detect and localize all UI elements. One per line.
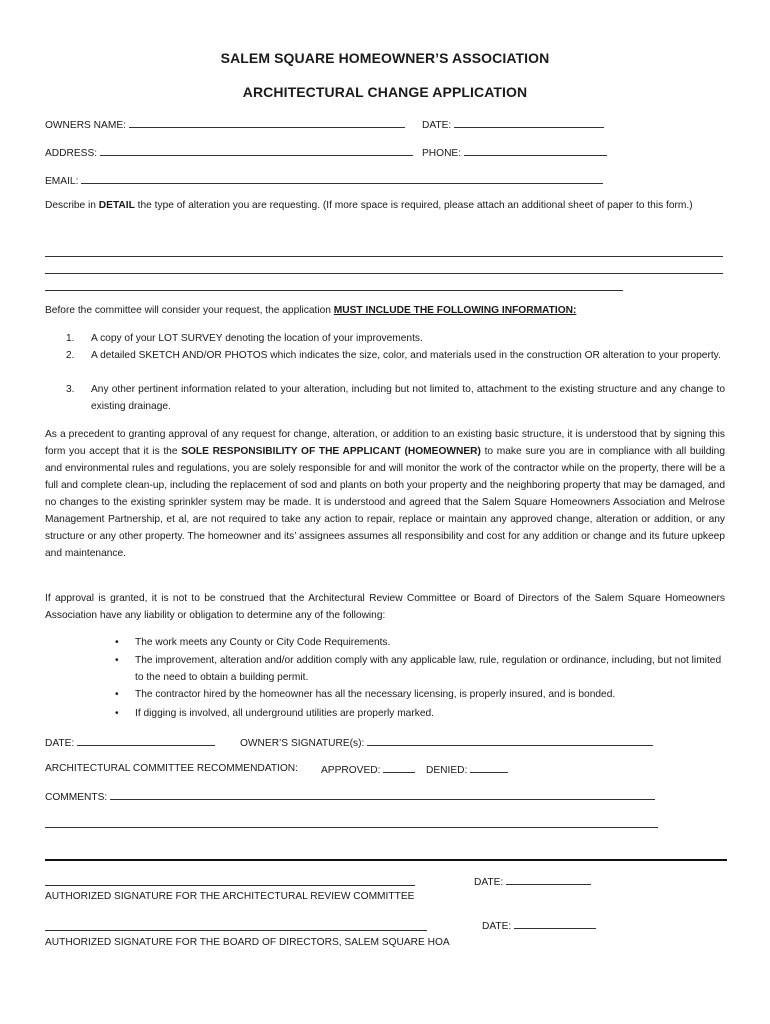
signature-date-field[interactable] xyxy=(77,735,215,746)
board-date-row xyxy=(482,918,596,933)
committee-recommendation-row xyxy=(45,762,298,775)
denied-label: DENIED: xyxy=(426,765,468,776)
owner-signature-label: OWNER’S SIGNATURE(s): xyxy=(240,738,365,749)
bullet-icon: • xyxy=(115,708,119,719)
email-row xyxy=(45,173,603,188)
board-signature-line[interactable] xyxy=(45,930,427,931)
bullet-icon: • xyxy=(115,689,119,700)
arc-date-field[interactable] xyxy=(506,874,591,885)
signature-date-row xyxy=(45,735,215,750)
bullet-text: The contractor hired by the homeowner has all the necessary licensing, is properly insured, and is bonded. xyxy=(135,689,616,700)
requirements-intro-text: Before the committee will consider your request, the application xyxy=(45,305,334,316)
precedent-paragraph xyxy=(45,426,725,562)
comments-label: COMMENTS: xyxy=(45,792,108,803)
owners-name-label: OWNERS NAME: xyxy=(45,120,126,131)
date-label: DATE: xyxy=(422,120,452,131)
date-field[interactable] xyxy=(454,117,604,128)
approved-field[interactable] xyxy=(383,762,415,773)
requirement-text: A detailed SKETCH AND/OR PHOTOS which indicates the size, color, and materials used in the construction OR alteration to your property. xyxy=(91,350,721,361)
email-label: EMAIL: xyxy=(45,176,79,187)
comments-line-2[interactable] xyxy=(45,827,658,828)
describe-bold: DETAIL xyxy=(98,200,135,211)
owner-signature-field[interactable] xyxy=(367,735,653,746)
requirements-intro xyxy=(45,302,725,319)
bullet-text: If digging is involved, all underground utilities are properly marked. xyxy=(135,708,434,719)
describe-suffix: the type of alteration you are requesting. (If more space is required, please attach an additional sheet of paper to this form.) xyxy=(134,200,693,211)
address-field[interactable] xyxy=(100,145,413,156)
address-label: ADDRESS: xyxy=(45,148,98,159)
describe-instructions xyxy=(45,197,725,214)
signature-date-label: DATE: xyxy=(45,738,75,749)
bullet-text: The improvement, alteration and/or addition comply with any applicable law, rule, regulation or ordinance, including, but not limited to the need to obtain a building permit. xyxy=(135,655,722,683)
phone-row xyxy=(422,145,607,160)
denied-field[interactable] xyxy=(470,762,508,773)
arc-signature-label: AUTHORIZED SIGNATURE FOR THE ARCHITECTURAL REVIEW COMMITTEE xyxy=(45,891,415,902)
owners-name-row xyxy=(45,117,405,132)
requirement-text: A copy of your LOT SURVEY denoting the location of your improvements. xyxy=(91,333,423,344)
describe-prefix: Describe in xyxy=(45,200,99,211)
arc-date-label: DATE: xyxy=(474,877,504,888)
phone-field[interactable] xyxy=(464,145,607,156)
requirements-intro-bold: MUST INCLUDE THE FOLLOWING INFORMATION: xyxy=(333,305,577,316)
requirement-number: 2. xyxy=(66,350,75,361)
description-line-2[interactable] xyxy=(45,273,723,274)
board-date-label: DATE: xyxy=(482,921,512,932)
email-field[interactable] xyxy=(81,173,603,184)
section-divider xyxy=(45,859,727,861)
approval-paragraph: If approval is granted, it is not to be construed that the Architectural Review Committee or Board of Directors of the Salem Square Homeowners Association have any liability or obligation to determine any of the following: xyxy=(45,593,725,621)
precedent-text-2: to make sure you are in compliance with all building and environmental rules and regulations, you are solely responsible for and will monitor the work of the contractor while on the property, there will be a full and complete clean-up, including the replacement of sod and plants on both your property and the neighboring property that may be damaged, and no changes to the existing sprinkler system may be made. It is understood and agreed that the Salem Square Homeowners Association and Melrose Management Partnership, et al, are not required to take any action to repair, replace or maintain any approved change, alteration or addition, or any structure or any other property. The homeowner and its’ assignees assumes all responsibility and cost for any addition or change and its future upkeep and maintenance. xyxy=(45,446,726,559)
denied-row xyxy=(426,762,508,777)
bullet-icon: • xyxy=(115,655,119,666)
arc-date-row xyxy=(474,874,591,889)
phone-label: PHONE: xyxy=(422,148,462,159)
requirement-number: 1. xyxy=(66,333,75,344)
requirement-text: Any other pertinent information related to your alteration, including but not limited to, attachment to the existing structure and any change to existing drainage. xyxy=(91,384,725,412)
board-date-field[interactable] xyxy=(514,918,596,929)
comments-field[interactable] xyxy=(110,789,655,800)
description-line-1[interactable] xyxy=(45,256,723,257)
org-title: SALEM SQUARE HOMEOWNER’S ASSOCIATION xyxy=(220,50,550,66)
precedent-bold: SOLE RESPONSIBILITY OF THE APPLICANT (HOMEOWNER) xyxy=(181,446,481,457)
owner-signature-row xyxy=(240,735,653,750)
approved-label: APPROVED: xyxy=(321,765,381,776)
address-row xyxy=(45,145,413,160)
description-line-3[interactable] xyxy=(45,290,623,291)
committee-recommendation-label: ARCHITECTURAL COMMITTEE RECOMMENDATION: xyxy=(45,763,298,774)
comments-row xyxy=(45,789,655,804)
date-row xyxy=(422,117,604,132)
precedent-text-1: As a precedent to granting approval of any request for change, alteration, or addition to an existing basic structure, it is understood that by signing this form you accept that it is the xyxy=(45,429,725,457)
bullet-icon: • xyxy=(115,637,119,648)
requirement-number: 3. xyxy=(66,384,75,395)
board-signature-label: AUTHORIZED SIGNATURE FOR THE BOARD OF DIRECTORS, SALEM SQUARE HOA xyxy=(45,937,450,948)
owners-name-field[interactable] xyxy=(129,117,405,128)
form-title: ARCHITECTURAL CHANGE APPLICATION xyxy=(242,84,528,100)
bullet-text: The work meets any County or City Code Requirements. xyxy=(135,637,391,648)
approved-row xyxy=(321,762,415,777)
arc-signature-line[interactable] xyxy=(45,885,415,886)
